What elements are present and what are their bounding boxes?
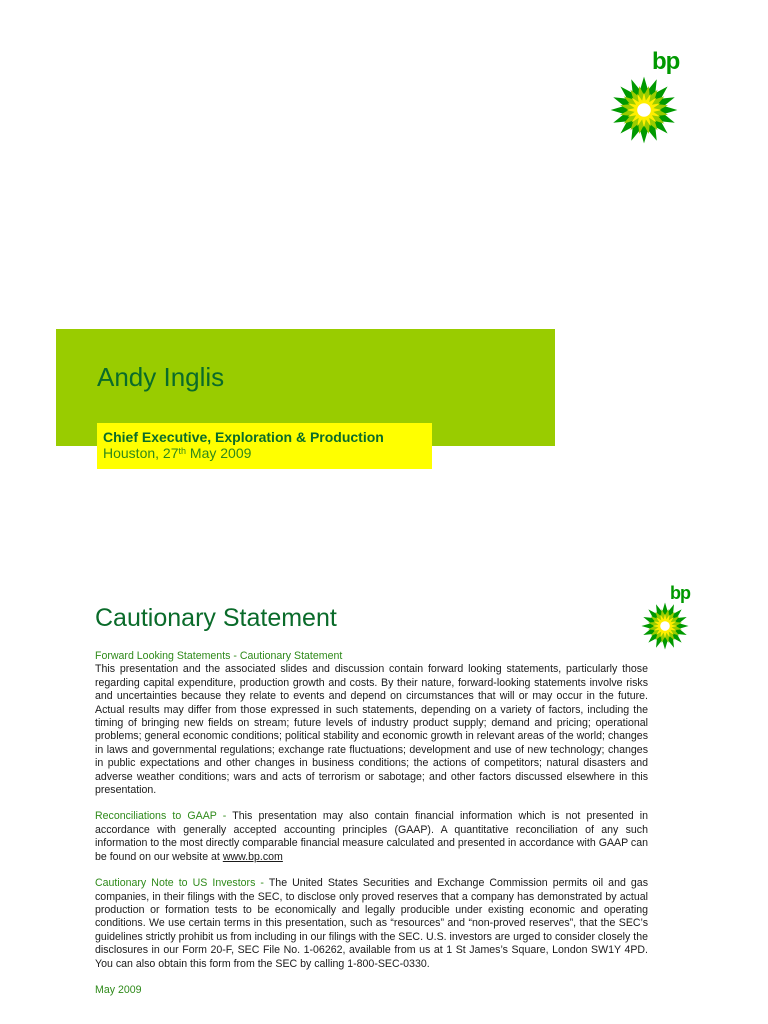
gaap-section bbox=[95, 810, 648, 864]
bp-logo-cautionary bbox=[636, 584, 696, 656]
cautionary-title: Cautionary Statement bbox=[95, 604, 337, 632]
us-investors-heading: Cautionary Note to US Investors - bbox=[95, 877, 264, 890]
bp-wordmark: bp bbox=[652, 48, 680, 75]
forward-looking-heading: Forward Looking Statements - Cautionary Statement bbox=[95, 650, 343, 662]
presenter-name: Andy Inglis bbox=[97, 362, 225, 392]
bp-website-link[interactable]: www.bp.com bbox=[222, 850, 283, 863]
location-date bbox=[103, 445, 426, 462]
bp-logo-top bbox=[604, 50, 684, 150]
presenter-role: Chief Executive, Exploration & Production bbox=[103, 429, 384, 445]
forward-looking-section bbox=[95, 650, 648, 797]
location-date-sup: th bbox=[178, 446, 187, 456]
location-date-prefix: Houston, 27 bbox=[103, 445, 179, 461]
cautionary-body bbox=[95, 650, 648, 997]
gaap-text: This presentation may also contain financial information which is not presented in accordance with generally accepted accounting principles (GAAP). A quantitative reconciliation of any such information to the most directly comparable financial measure calculated and presented in accordance with GAAP can be found on our website at bbox=[95, 810, 648, 863]
bp-wordmark: bp bbox=[670, 583, 690, 603]
bp-helios-logo-icon bbox=[641, 602, 689, 650]
forward-looking-text: This presentation and the associated slides and discussion contain forward looking statements, particularly those regarding capital expenditure, production growth and costs. By their nature, forward-looking statements involve risks and uncertainties because they relate to events and depend on circumstances that will or may occur in the future. Actual results may differ from those expressed in such statements, depending on a variety of factors, including the timing of bringing new fields on stream; future levels of industry product supply; demand and pricing; operational problems; general economic conditions; political stability and economic growth in relevant areas of the world; changes in laws and governmental regulations; exchange rate fluctuations; development and use of new technology; changes in public expectations and other changes in business conditions; the actions of competitors; natural disasters and adverse weather conditions; wars and acts of terrorism or sabotage; and other factors discussed elsewhere in this presentation. bbox=[95, 663, 648, 797]
bp-helios-logo-icon bbox=[610, 76, 678, 144]
us-investors-text: The United States Securities and Exchange Commission permits oil and gas companies, in their filings with the SEC, to disclose only proved reserves that a company has demonstrated by actual production or formation tests to be economically and legally producible under existing economic and operating conditions. We use certain terms in this presentation, such as “resources” and “non-proved reserves”, that the SEC’s guidelines strictly prohibit us from including in our filings with the SEC. U.S. investors are urged to consider closely the disclosures in our Form 20-F, SEC File No. 1-06262, available from us at 1 St James’s Square, London SW1Y 4PD. You can also obtain this form from the SEC by calling 1-800-SEC-0330. bbox=[95, 877, 648, 970]
location-date-suffix: May 2009 bbox=[186, 445, 252, 461]
document-date: May 2009 bbox=[95, 983, 142, 996]
gaap-heading: Reconciliations to GAAP - bbox=[95, 810, 227, 823]
presenter-info-box bbox=[97, 423, 432, 469]
us-investors-section bbox=[95, 877, 648, 971]
